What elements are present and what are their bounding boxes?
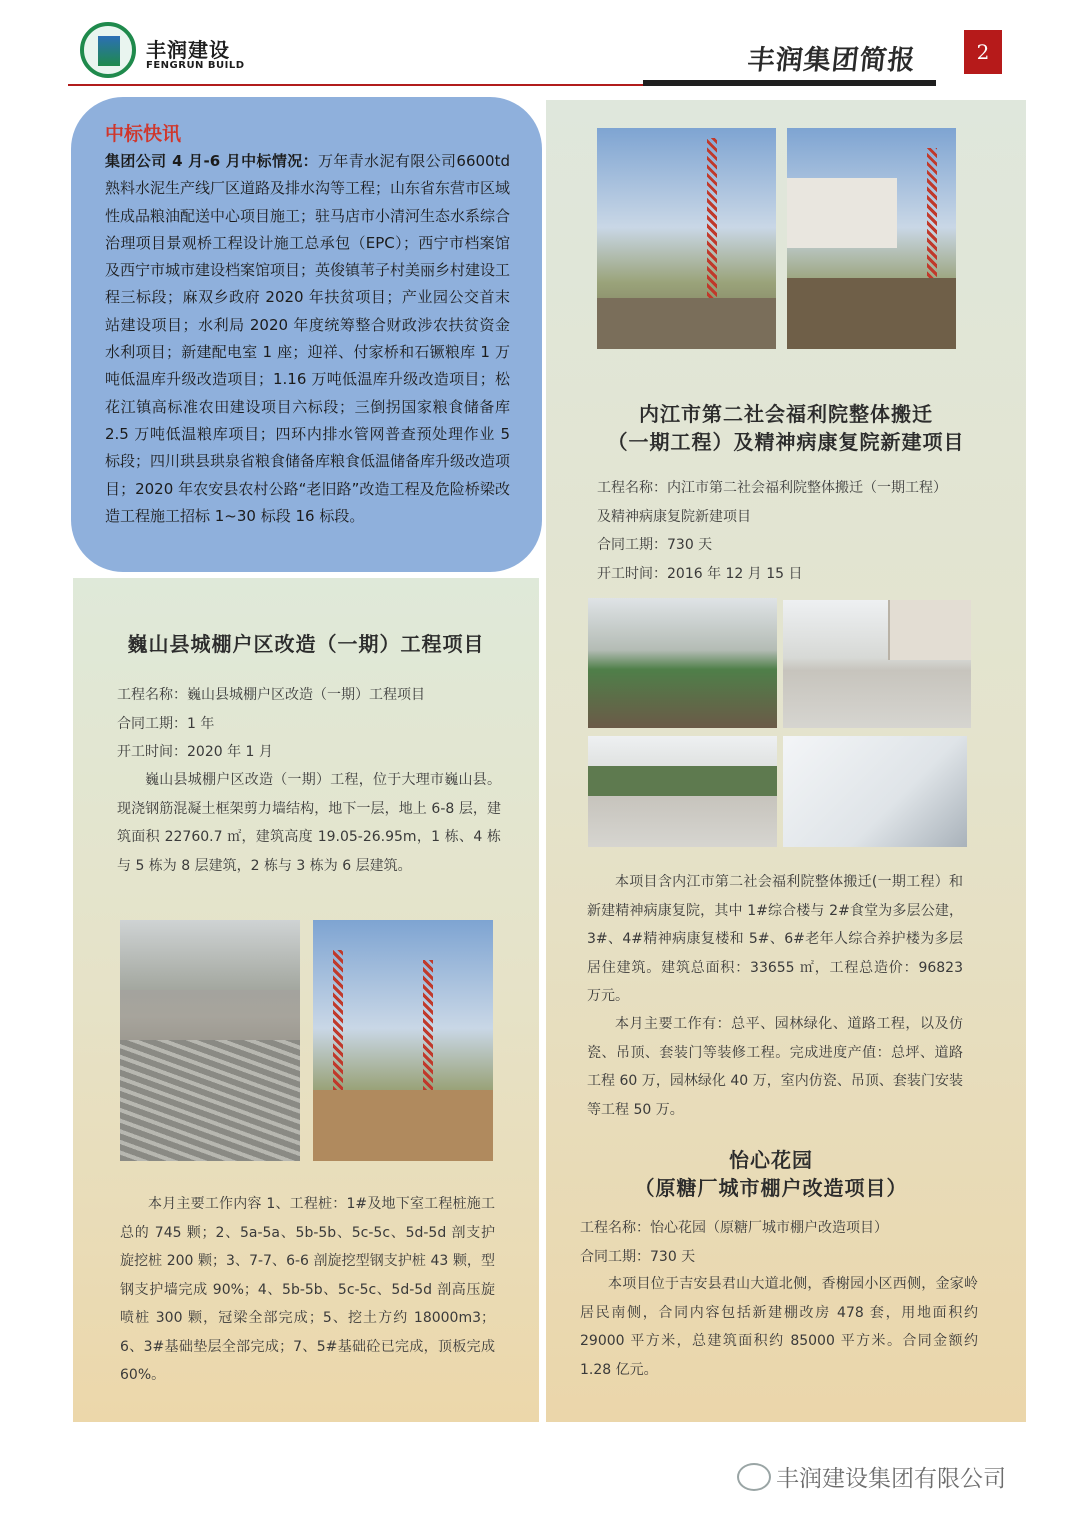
- weishan-project-name: 工程名称：巍山县城棚户区改造（一期）工程项目: [117, 687, 425, 703]
- weishan-title: 巍山县城棚户区改造（一期）工程项目: [127, 632, 485, 656]
- neijiang-photo-interior: [783, 736, 967, 847]
- page-number: 2: [964, 30, 1002, 74]
- neijiang-progress: 本月主要工作有：总平、园林绿化、道路工程，以及仿瓷、吊顶、套装门等装修工程。完成进度产值：总坪、道路工程 60 万，园林绿化 40 万，室内仿瓷、吊顶、套装门安装等工程 50 万。: [587, 1016, 963, 1118]
- neijiang-photo-paving: [588, 736, 777, 847]
- yixin-intro: 本项目位于吉安县君山大道北侧，香榭园小区西侧，金家岭居民南侧，合同内容包括新建棚改房 478 套，用地面积约 29000 平方米，总建筑面积约 85000 平方米。合同金额约 1.28 亿元。: [580, 1276, 978, 1378]
- neijiang-title-line1: 内江市第二社会福利院整体搬迁: [639, 402, 933, 426]
- company-logo: [80, 22, 136, 78]
- yixin-title-line2: （原糖厂城市棚户改造项目）: [634, 1176, 908, 1200]
- neijiang-photo-crane-1: [597, 128, 776, 349]
- neijiang-meta: [597, 474, 1007, 588]
- weishan-contract-period: 合同工期：1 年: [117, 715, 215, 732]
- wechat-icon: [737, 1463, 771, 1491]
- neijiang-photo-plaza: [783, 600, 971, 728]
- neijiang-project-name: 工程名称：内江市第二社会福利院整体搬迁（一期工程）: [597, 480, 947, 496]
- neijiang-contract-period: 合同工期：730 天: [597, 537, 713, 553]
- weishan-photo-cranes: [313, 920, 493, 1161]
- yixin-title-line1: 怡心花园: [729, 1148, 813, 1172]
- yixin-meta: [580, 1214, 1000, 1271]
- neijiang-photo-landscaping: [588, 598, 777, 728]
- newsletter-title: 丰润集团简报: [746, 45, 918, 76]
- neijiang-start-date: 开工时间：2016 年 12 月 15 日: [597, 565, 803, 582]
- weishan-photo-foundation: [120, 920, 300, 1161]
- neijiang-intro: 本项目含内江市第二社会福利院整体搬迁(一期工程）和新建精神病康复院，其中 1#综合楼与 2#食堂为多层公建，3#、4#精神病康复楼和 5#、6#老年人综合养护楼为多层居住建筑。建筑总面积：33655 ㎡，工程总造价：96823 万元。: [587, 874, 963, 1004]
- account-name: 丰润建设集团有限公司: [776, 1466, 1006, 1492]
- bid-news-lead: 集团公司 4 月-6 月中标情况：: [105, 152, 319, 170]
- bid-news-body: [105, 148, 510, 530]
- weishan-progress: 本月主要工作内容 1、工程桩：1#及地下室工程桩施工总的 745 颗；2、5a-5a、5b-5b、5c-5c、5d-5d 剖支护旋挖桩 200 颗；3、7-7、6-6 剖旋挖型钢支护桩 43 颗，型钢支护墙完成 90%；4、5b-5b、5c-5c、5d-5d 剖高压旋喷桩 300 颗，冠梁全部完成；5、挖土方约 18000m3；6、3#基础垫层全部完成；7、5#基础砼已完成，顶板完成 60%。: [120, 1196, 495, 1383]
- neijiang-project-name-cont: 及精神病康复院新建项目: [597, 508, 751, 525]
- weishan-meta: [117, 681, 517, 767]
- bid-news-title: 中标快讯: [105, 123, 182, 145]
- neijiang-title-line2: （一期工程）及精神病康复院新建项目: [607, 430, 965, 454]
- bid-news-text: 万年青水泥有限公司6600td 熟料水泥生产线厂区道路及排水沟等工程；山东省东营市区域性成品粮油配送中心项目施工；驻马店市小清河生态水系综合治理项目景观桥工程设计施工总承包（EPC）；西宁市档案馆及西宁市城市建设档案馆项目；英俊镇苇子村美丽乡村建设工程三标段；麻双乡政府 2020 年扶贫项目；产业园公交首末站建设项目；水利局 2020 年度统筹整合财政涉农扶贫资金水利项目；新建配电室 1 座；迎祥、付家桥和石镢粮库 1 万吨低温库升级改造项目；1.16 万吨低温库升级改造项目；松花江镇高标准农田建设项目六标段；三倒拐国家粮食储备库 2.5 万吨低温粮库项目；四环内排水管网普查预处理作业 5 标段；四川珙县珙泉省粮食储备库粮食低温储备库升级改造项目；2020 年农安县农村公路“老旧路”改造工程及危险桥梁改造工程施工招标 1~30 标段 16 标段。: [105, 152, 511, 525]
- yixin-project-name: 工程名称：怡心花园（原糖厂城市棚户改造项目）: [580, 1220, 888, 1236]
- logo-english-name: FENGRUN BUILD: [146, 60, 245, 71]
- yixin-contract-period: 合同工期：730 天: [580, 1248, 696, 1265]
- header-divider-bar: [643, 80, 936, 86]
- bid-news-box: [71, 97, 542, 572]
- logo-chinese-name: 丰润建设: [146, 38, 230, 62]
- neijiang-photo-crane-2: [787, 128, 956, 349]
- weishan-intro: 巍山县城棚户区改造（一期）工程，位于大理市巍山县。现浇钢筋混凝土框架剪力墙结构，地下一层，地上 6-8 层，建筑面积 22760.7 ㎡，建筑高度 19.05-26.95m，1 栋、4 栋与 5 栋为 8 层建筑，2 栋与 3 栋为 6 层建筑。: [117, 772, 501, 874]
- weishan-start-date: 开工时间：2020 年 1 月: [117, 744, 273, 760]
